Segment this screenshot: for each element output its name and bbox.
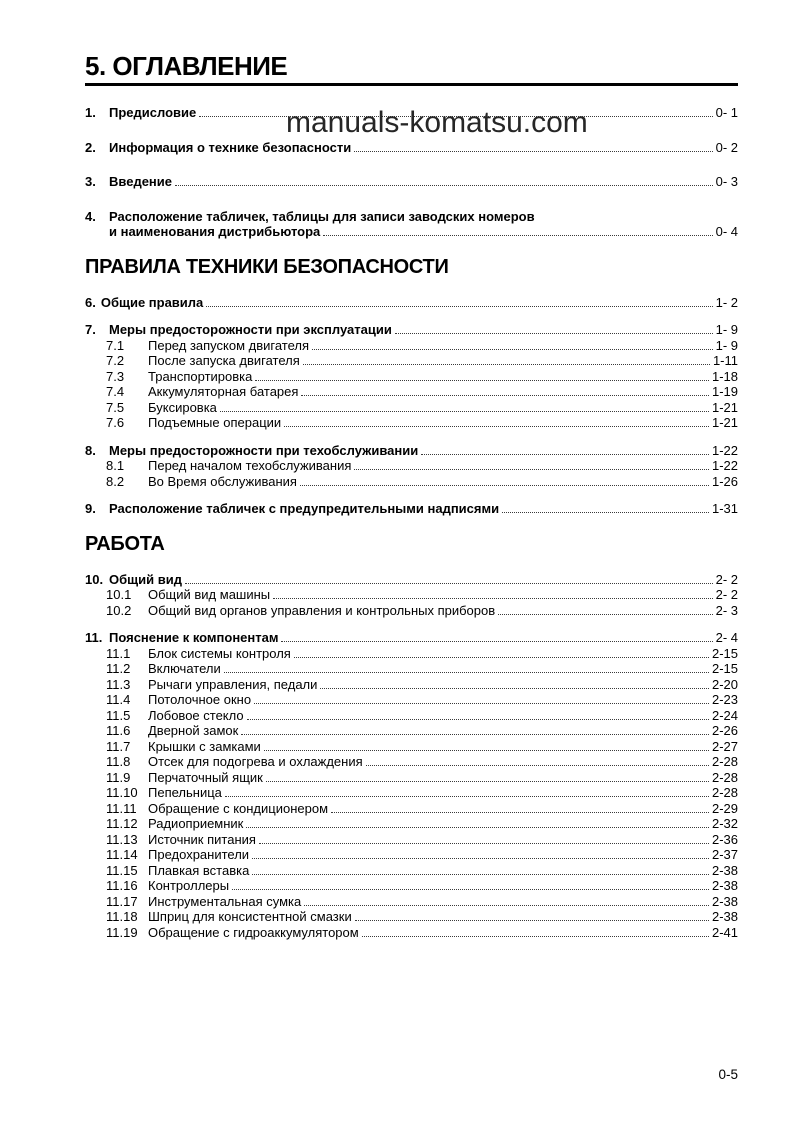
entry-number: 10.1 [106, 587, 132, 602]
toc-entry [85, 630, 738, 646]
toc-entry [85, 785, 738, 801]
entry-title: Радиоприемник [148, 816, 244, 831]
entry-page: 2- 3 [715, 602, 738, 618]
toc-entry [85, 338, 738, 354]
dot-leader [362, 925, 709, 937]
entry-title: Общий вид машины [148, 587, 271, 602]
dot-leader [284, 415, 709, 427]
entry-title: Обращение с гидроаккумулятором [148, 924, 359, 940]
entry-title: После запуска двигателя [148, 353, 300, 368]
entry-page: 2-28 [711, 785, 738, 800]
entry-number: 11.8 [106, 754, 131, 769]
toc-entry [85, 209, 738, 240]
dot-leader [300, 474, 709, 486]
dot-leader [254, 692, 709, 704]
toc-entry [85, 816, 738, 832]
dot-leader [175, 174, 713, 186]
entry-page: 2-15 [711, 645, 738, 661]
entry-title: Общий вид органов управления и контрольных приборов [148, 602, 496, 618]
toc-entry [85, 501, 738, 517]
dot-leader [232, 878, 709, 890]
entry-page: 2- 2 [715, 571, 738, 587]
entry-number: 4. [85, 208, 96, 224]
dot-leader [354, 458, 709, 470]
entry-title: Контроллеры [148, 878, 230, 893]
toc-entry [85, 878, 738, 894]
entry-number: 8. [85, 442, 96, 458]
toc-entry [85, 384, 738, 400]
dot-leader [241, 723, 709, 735]
entry-title: Перед началом техобслуживания [148, 458, 352, 473]
toc-entry [85, 739, 738, 755]
entry-title: Подъемные операции [148, 415, 282, 430]
section-heading: ПРАВИЛА ТЕХНИКИ БЕЗОПАСНОСТИ [85, 255, 449, 278]
entry-page: 2-37 [711, 847, 738, 862]
dot-leader [320, 677, 709, 689]
entry-page: 2-28 [711, 769, 738, 785]
entry-title: Отсек для подогрева и охлаждения [148, 754, 363, 769]
toc-sections [85, 105, 738, 940]
toc-entry [85, 832, 738, 848]
entry-page: 2-20 [711, 676, 738, 692]
entry-number: 1. [85, 105, 96, 120]
entry-number: 7.3 [106, 368, 125, 384]
dot-leader [225, 785, 709, 797]
dot-leader [266, 770, 709, 782]
page-content [85, 50, 738, 940]
toc-entry [85, 646, 738, 662]
dot-leader [246, 816, 709, 828]
entry-page: 1-31 [711, 501, 738, 516]
entry-number: 11.17 [106, 893, 138, 909]
entry-title: Инструментальная сумка [148, 893, 302, 909]
dot-leader [312, 338, 713, 350]
entry-title: Перед запуском двигателя [148, 337, 310, 353]
dot-leader [366, 754, 709, 766]
entry-number: 11.12 [106, 816, 138, 831]
entry-page: 1- 2 [715, 294, 738, 310]
dot-leader [323, 224, 712, 236]
entry-title-lines [109, 209, 738, 240]
entry-title: Меры предосторожности при эксплуатации [109, 322, 392, 337]
entry-page: 2-38 [711, 862, 738, 878]
entry-number: 11.14 [106, 847, 138, 862]
entry-page: 2-38 [711, 878, 738, 893]
entry-number: 6. [85, 294, 96, 310]
entry-number: 11.3 [106, 676, 131, 692]
entry-page: 2-41 [711, 924, 738, 940]
entry-title: Пепельница [148, 785, 222, 800]
dot-leader [294, 646, 709, 658]
entry-number: 10.2 [106, 602, 132, 618]
entry-page: 2-28 [711, 754, 738, 769]
toc-entry [85, 708, 738, 724]
entry-number: 8.2 [106, 473, 125, 489]
entry-title: Буксировка [148, 399, 217, 415]
entry-page: 2-27 [711, 738, 738, 754]
entry-title: Плавкая вставка [148, 862, 250, 878]
entry-page: 0- 4 [715, 224, 738, 239]
toc-entry [85, 863, 738, 879]
entry-number: 11.15 [106, 862, 138, 878]
entry-title: Дверной замок [148, 723, 239, 738]
entry-title: Введение [109, 174, 172, 189]
dot-leader [331, 801, 709, 813]
entry-title: Лобовое стекло [148, 707, 244, 723]
toc-entry [85, 603, 738, 619]
entry-number: 11.19 [106, 924, 138, 940]
entry-title: Пояснение к компонентам [109, 630, 279, 645]
dot-leader [252, 847, 709, 859]
entry-title: Расположение табличек с предупредительными надписями [109, 501, 500, 516]
entry-page: 1-19 [711, 384, 738, 399]
entry-page: 2- 2 [715, 587, 738, 602]
dot-leader [206, 295, 712, 307]
entry-number: 11.4 [106, 692, 131, 707]
dot-leader [354, 140, 712, 152]
dot-leader [220, 400, 709, 412]
dot-leader [502, 501, 709, 513]
entry-number: 11.6 [106, 723, 131, 738]
entry-title: Во Время обслуживания [148, 473, 297, 489]
toc-entry [85, 572, 738, 588]
toc-entry [85, 587, 738, 603]
toc-entry [85, 894, 738, 910]
entry-number: 11.9 [106, 769, 131, 785]
toc-entry [85, 415, 738, 431]
dot-leader [255, 369, 709, 381]
entry-number: 11.10 [106, 785, 138, 800]
dot-leader [252, 863, 709, 875]
toc-entry [85, 353, 738, 369]
entry-title: Крышки с замками [148, 738, 261, 754]
entry-number: 7.2 [106, 353, 125, 368]
entry-title: Общие правила [100, 294, 204, 310]
toc-entry [85, 801, 738, 817]
entry-page: 1-21 [711, 399, 738, 415]
dot-leader [273, 587, 712, 599]
entry-number: 7.6 [106, 415, 125, 430]
entry-title: Включатели [148, 661, 221, 676]
entry-page: 1- 9 [715, 337, 738, 353]
entry-number: 11.2 [106, 661, 131, 676]
toc-section [85, 255, 738, 517]
toc-entry [85, 754, 738, 770]
entry-page: 1-22 [711, 458, 738, 473]
entry-page: 2- 4 [715, 630, 738, 645]
entry-number: 2. [85, 139, 96, 155]
entry-title: Рычаги управления, педали [148, 676, 318, 692]
dot-leader [303, 353, 710, 365]
dot-leader [498, 603, 712, 615]
entry-title: Информация о технике безопасности [109, 139, 352, 155]
entry-page: 1-21 [711, 415, 738, 430]
entry-page: 2-38 [711, 909, 738, 924]
entry-number: 11.5 [106, 707, 131, 723]
entry-title-continuation: и наименования дистрибьютора [109, 224, 321, 239]
entry-page: 1-18 [711, 368, 738, 384]
toc-entry [85, 322, 738, 338]
entry-number: 9. [85, 501, 96, 516]
entry-number: 8.1 [106, 458, 125, 473]
entry-page: 1-26 [711, 473, 738, 489]
entry-page: 2-38 [711, 893, 738, 909]
entry-title: Источник питания [148, 831, 256, 847]
entry-title: Потолочное окно [148, 692, 252, 707]
entry-title: Общий вид [109, 571, 182, 587]
toc-entry [85, 909, 738, 925]
dot-leader [264, 739, 709, 751]
toc-entry [85, 925, 738, 941]
dot-leader [281, 630, 712, 642]
entry-page: 2-36 [711, 831, 738, 847]
dot-leader [304, 894, 709, 906]
toc-entry [85, 723, 738, 739]
entry-page: 2-23 [711, 692, 738, 707]
footer-page-number: 0-5 [718, 1067, 738, 1082]
toc-entry [85, 770, 738, 786]
entry-page: 1-22 [711, 442, 738, 458]
section-heading: РАБОТА [85, 532, 165, 555]
entry-number: 3. [85, 174, 96, 189]
entry-title: Перчаточный ящик [148, 769, 263, 785]
dot-leader [247, 708, 709, 720]
entry-number: 11. [85, 630, 103, 645]
watermark: manuals-komatsu.com [286, 106, 588, 139]
entry-page: 0- 1 [715, 105, 738, 120]
dot-leader [301, 384, 709, 396]
entry-number: 10. [85, 571, 104, 587]
entry-number: 11.16 [106, 878, 138, 893]
entry-page: 1- 9 [715, 322, 738, 337]
entry-title: Предохранители [148, 847, 250, 862]
entry-number: 11.7 [106, 738, 131, 754]
entry-page: 2-26 [711, 723, 738, 738]
dot-leader [224, 661, 709, 673]
entry-title: Шприц для консистентной смазки [148, 909, 352, 924]
title-underline [85, 83, 738, 86]
entry-number: 7.5 [106, 399, 125, 415]
toc-entry [85, 400, 738, 416]
entry-number: 11.1 [106, 645, 131, 661]
entry-title: Меры предосторожности при техобслуживании [109, 442, 419, 458]
dot-leader [185, 572, 713, 584]
toc-entry [85, 369, 738, 385]
entry-number: 7.4 [106, 384, 125, 399]
toc-entry [85, 661, 738, 677]
toc-entry [85, 458, 738, 474]
toc-entry [85, 295, 738, 311]
toc-entry [85, 443, 738, 459]
toc-entry [85, 847, 738, 863]
entry-number: 11.11 [106, 800, 137, 816]
entry-number: 7.1 [106, 337, 125, 353]
toc-entry [85, 692, 738, 708]
dot-leader [421, 443, 709, 455]
dot-leader [395, 322, 713, 334]
dot-leader [259, 832, 709, 844]
entry-title: Расположение табличек, таблицы для записи заводских номеров [109, 208, 535, 224]
page-title: 5. ОГЛАВЛЕНИЕ [85, 51, 288, 81]
entry-page: 2-29 [711, 800, 738, 816]
toc-entry [85, 474, 738, 490]
entry-title: Предисловие [109, 105, 197, 120]
entry-page: 2-15 [711, 661, 738, 676]
entry-page: 0- 2 [715, 139, 738, 155]
entry-page: 1-11 [712, 353, 738, 368]
entry-number: 7. [85, 322, 96, 337]
entry-page: 0- 3 [715, 174, 738, 189]
entry-page: 2-32 [711, 816, 738, 831]
entry-title: Транспортировка [148, 368, 253, 384]
dot-leader [355, 909, 709, 921]
toc-section [85, 532, 738, 941]
toc-entry [85, 140, 738, 156]
entry-title: Блок системы контроля [148, 645, 291, 661]
entry-title: Аккумуляторная батарея [148, 384, 299, 399]
entry-number: 11.18 [106, 909, 138, 924]
entry-title: Обращение с кондиционером [148, 800, 329, 816]
toc-entry [85, 677, 738, 693]
footer [718, 1067, 738, 1083]
entry-title-continuation-row [109, 224, 738, 240]
entry-page: 2-24 [711, 707, 738, 723]
toc-entry [85, 174, 738, 190]
entry-number: 11.13 [106, 831, 138, 847]
